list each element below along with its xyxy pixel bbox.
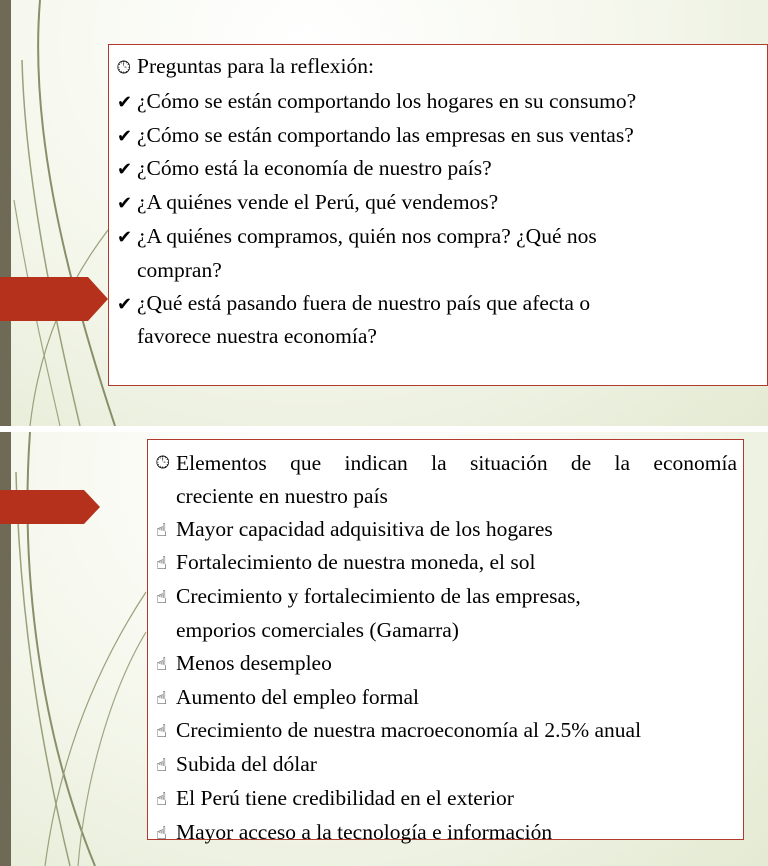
element-item: ☝︎ Aumento del empleo formal — [156, 681, 737, 715]
element-item: ☝︎ El Perú tiene credibilidad en el exterior — [156, 782, 737, 816]
pointing-hand-icon: ☝︎ — [156, 788, 167, 809]
pointing-hand-icon: ☝︎ — [156, 519, 167, 540]
element-item: ☝︎ Fortalecimiento de nuestra moneda, el sol — [156, 546, 737, 580]
clock-icon: 🕒︎ — [117, 58, 131, 77]
question-item-continuation: favorece nuestra economía? — [137, 324, 377, 349]
question-item: ✔︎ ¿Qué está pasando fuera de nuestro país que afecta o — [117, 287, 759, 321]
element-item: ☝︎ Crecimiento de nuestra macroeconomía al 2.5% anual — [156, 714, 737, 748]
question-item: ✔︎ ¿Cómo se están comportando las empresas en sus ventas? — [117, 119, 759, 153]
question-item: ✔︎ ¿A quiénes vende el Perú, qué vendemos? — [117, 186, 759, 220]
pointing-hand-icon: ☝︎ — [156, 755, 167, 776]
questions-box — [108, 44, 768, 386]
question-item: ✔︎ ¿Cómo está la economía de nuestro país? — [117, 152, 759, 186]
element-item: ☝︎ Subida del dólar — [156, 748, 737, 782]
heading-line-wrap: 🕒︎ Elementos que indican la situación de la economía — [156, 447, 737, 480]
pointing-hand-icon: ☝︎ — [156, 587, 167, 608]
checkmark-icon: ✔︎ — [117, 293, 133, 314]
checkmark-icon: ✔︎ — [117, 159, 133, 180]
arrow-tab — [0, 277, 108, 321]
checkmark-icon: ✔︎ — [117, 193, 133, 214]
elements-heading — [156, 447, 737, 480]
pointing-hand-icon: ☝︎ — [156, 721, 167, 742]
element-item-continuation: emporios comerciales (Gamarra) — [176, 617, 459, 642]
element-item: ☝︎ Mayor capacidad adquisitiva de los hogares — [156, 513, 737, 547]
pointing-hand-icon: ☝︎ — [156, 553, 167, 574]
clock-icon: 🕒︎ — [156, 453, 170, 472]
element-item: ☝︎ Mayor acceso a la tecnología e información — [156, 816, 737, 850]
element-item: ☝︎ Crecimiento y fortalecimiento de las empresas, — [156, 580, 737, 614]
pointing-hand-icon: ☝︎ — [156, 687, 167, 708]
pointing-hand-icon: ☝︎ — [156, 822, 167, 843]
pointing-hand-icon: ☝︎ — [156, 653, 167, 674]
elements-box — [147, 439, 744, 844]
element-item: ☝︎ Menos desempleo — [156, 647, 737, 681]
checkmark-icon: ✔︎ — [117, 125, 133, 146]
question-item: ✔︎ ¿A quiénes compramos, quién nos compra? ¿Qué nos — [117, 220, 759, 254]
checkmark-icon: ✔︎ — [117, 226, 133, 247]
slide-reflection-questions — [0, 0, 768, 426]
elements-heading-continuation: creciente en nuestro país — [176, 483, 388, 508]
questions-heading: 🕒︎ Preguntas para la reflexión: — [117, 50, 759, 85]
slide-economy-elements — [0, 432, 768, 866]
question-item: ✔︎ ¿Cómo se están comportando los hogares en su consumo? — [117, 85, 759, 119]
question-item-continuation: compran? — [137, 257, 222, 282]
arrow-tab — [0, 490, 100, 524]
checkmark-icon: ✔︎ — [117, 91, 133, 112]
